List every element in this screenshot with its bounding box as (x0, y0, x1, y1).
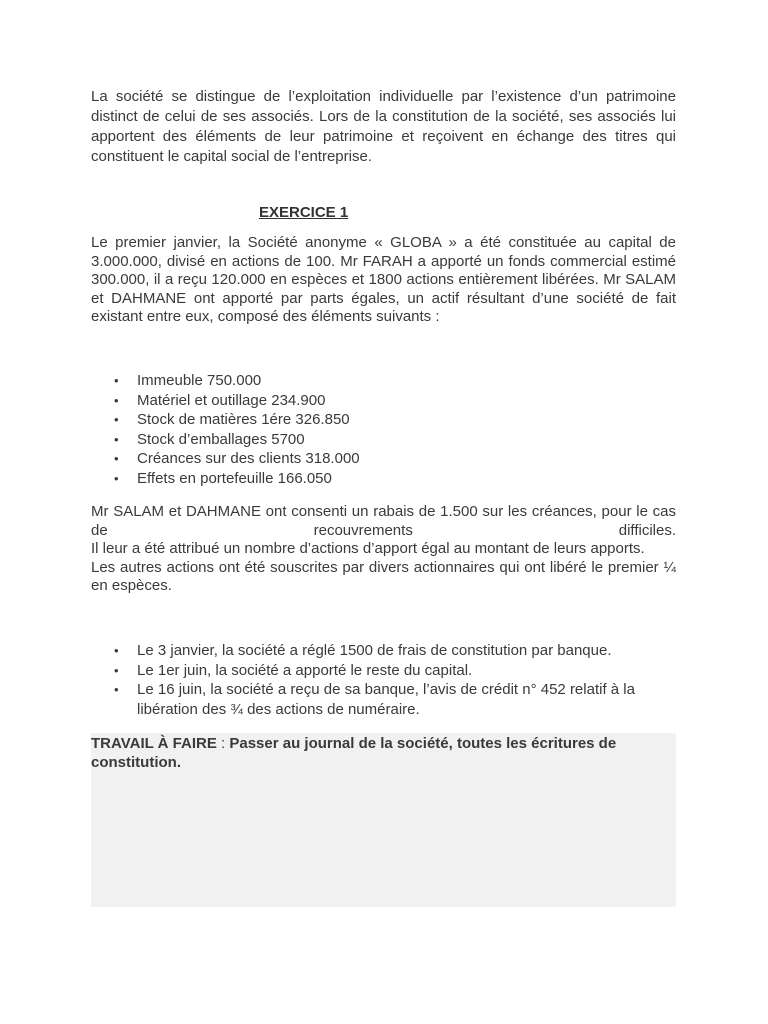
bullet-icon: • (114, 431, 119, 447)
exercise-conditions (91, 503, 676, 596)
task-label: TRAVAIL À FAIRE (91, 735, 217, 752)
events-list (91, 641, 676, 719)
shares-allocation-text: Il leur a été attribué un nombre d’actions d’apport égal au montant de leurs apports. (91, 540, 645, 557)
list-item (114, 680, 676, 719)
bullet-icon: • (114, 373, 119, 388)
task-box (91, 733, 676, 907)
list-item (114, 641, 676, 661)
discount-text: Mr SALAM et DAHMANE ont consenti un rabais de 1.500 sur les créances, pour le cas de recouvrements difficiles. (91, 503, 676, 539)
list-item (114, 430, 676, 450)
list-item (114, 410, 676, 430)
event-label: Le 3 janvier, la société a réglé 1500 de frais de constitution par banque. (137, 642, 612, 659)
list-item (114, 661, 676, 681)
task-separator: : (216, 735, 230, 752)
subscription-text: Les autres actions ont été souscrites par divers actionnaires qui ont libéré le premier ¼ en espèces. (91, 558, 676, 594)
asset-label: Effets en portefeuille 166.050 (137, 469, 332, 487)
bullet-icon: • (114, 470, 119, 486)
asset-label: Créances sur des clients 318.000 (137, 450, 360, 467)
task-instruction: Passer au journal de la société, toutes les écritures de constitution. (91, 735, 617, 771)
bullet-icon: • (114, 412, 119, 427)
exercise-statement: Le premier janvier, la Société anonyme « GLOBA » a été constituée au capital de 3.000.000, divisé en actions de 100. Mr FARAH a apporté un fonds commercial estimé 300.000, il a reçu 120.000 en espèces et 1800 actions entièrement libérées. Mr SALAM et DAHMANE ont apporté par parts égales, un actif résultant d’une société de fait existant entre eux, composé des éléments suivants : (91, 234, 676, 325)
asset-label: Immeuble 750.000 (137, 372, 262, 389)
asset-label: Stock d’emballages 5700 (137, 430, 305, 448)
list-item (114, 449, 676, 469)
exercise-title: EXERCICE 1 (259, 204, 349, 221)
event-label: Le 16 juin, la société a reçu de sa banque, l’avis de crédit n° 452 relatif à la libération des ¾ des actions de numéraire. (137, 681, 635, 718)
bullet-icon: • (114, 451, 119, 466)
list-item (114, 371, 676, 391)
intro-paragraph: La société se distingue de l’exploitation individuelle par l’existence d’un patrimoine distinct de celui de ses associés. Lors de la constitution de la société, ses associés lui apportent des éléments de leur patrimoine et reçoivent en échange des titres qui constituent le capital social de l’entreprise. (91, 88, 676, 165)
bullet-icon: • (114, 643, 119, 658)
list-item (114, 469, 676, 489)
asset-label: Matériel et outillage 234.900 (137, 391, 326, 409)
assets-list (91, 371, 676, 488)
event-label: Le 1er juin, la société a apporté le reste du capital. (137, 661, 473, 679)
bullet-icon: • (114, 682, 119, 697)
asset-label: Stock de matières 1ére 326.850 (137, 411, 350, 428)
bullet-icon: • (114, 392, 119, 408)
bullet-icon: • (114, 662, 119, 678)
list-item (114, 391, 676, 411)
